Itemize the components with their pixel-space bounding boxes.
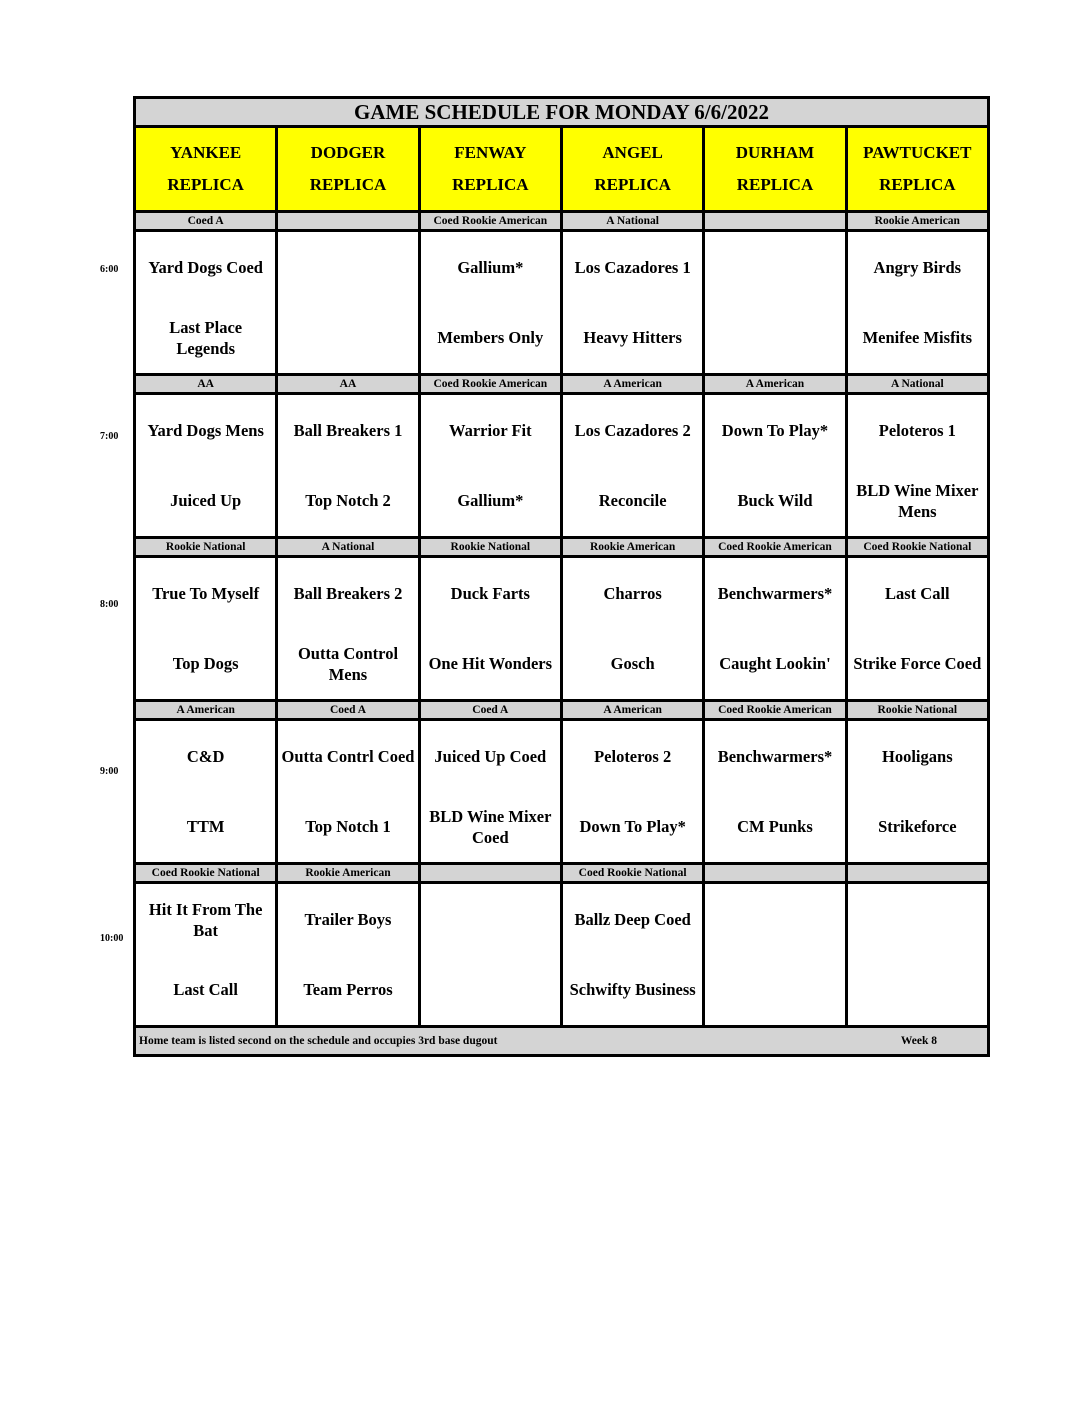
away-team [278, 233, 417, 303]
away-team: Ballz Deep Coed [574, 910, 691, 929]
division-label: A American [704, 375, 846, 394]
home-team [705, 303, 844, 373]
game-cell [561, 883, 703, 1027]
footer-note: Home team is listed second on the schedule and occupies 3rd base dugout [139, 1035, 498, 1047]
home-team: Buck Wild [737, 491, 813, 510]
away-team: Yard Dogs Mens [147, 421, 264, 440]
home-team [848, 955, 987, 1025]
field-sub: REPLICA [309, 175, 387, 194]
division-label: Coed Rookie American [419, 375, 561, 394]
game-cell [704, 720, 846, 864]
field-sub: REPLICA [594, 175, 671, 194]
division-row [135, 538, 989, 557]
home-team: Strike Force Coed [853, 654, 982, 673]
home-team [278, 303, 417, 373]
division-label: Coed Rookie National [561, 864, 703, 883]
home-team: Outta Control Mens [297, 643, 399, 684]
home-team: Top Notch 1 [305, 817, 391, 836]
home-team: Heavy Hitters [583, 328, 682, 347]
game-cell [846, 883, 988, 1027]
away-team: Los Cazadores 2 [574, 421, 691, 440]
away-team: Trailer Boys [304, 910, 392, 929]
field-header-row [135, 127, 989, 212]
division-label: A American [135, 701, 277, 720]
game-cell [561, 720, 703, 864]
away-team: Angry Birds [873, 258, 962, 277]
game-cell [135, 557, 277, 701]
division-label [419, 864, 561, 883]
field-sub: REPLICA [167, 175, 244, 194]
game-cell [846, 231, 988, 375]
home-team: Juiced Up [170, 491, 242, 510]
away-team: Los Cazadores 1 [574, 258, 691, 277]
division-label: Coed Rookie American [419, 212, 561, 231]
game-row [135, 720, 989, 864]
away-team: Outta Contrl Coed [281, 747, 415, 766]
division-label: A American [561, 701, 703, 720]
field-name: ANGEL [602, 143, 663, 162]
home-team: Schwifty Business [569, 980, 696, 999]
home-team: Strikeforce [878, 817, 957, 836]
division-row [135, 375, 989, 394]
home-team: TTM [186, 817, 225, 836]
away-team: Hooligans [882, 747, 953, 766]
division-label: A American [561, 375, 703, 394]
home-team: BLD Wine Mixer Coed [429, 806, 552, 847]
field-header [846, 127, 988, 212]
division-label [277, 212, 419, 231]
time-label-8: 8:00 [100, 599, 119, 610]
home-team: Members Only [437, 328, 544, 347]
game-cell [704, 394, 846, 538]
away-team: Ball Breakers 1 [293, 421, 403, 440]
away-team: Peloteros 2 [594, 747, 672, 766]
division-label: Rookie American [277, 864, 419, 883]
home-team: Top Notch 2 [305, 491, 391, 510]
field-name: YANKEE [170, 143, 242, 162]
division-label: Rookie National [135, 538, 277, 557]
game-cell [277, 394, 419, 538]
division-label: Coed Rookie National [846, 538, 988, 557]
home-team: One Hit Wonders [428, 654, 553, 673]
division-label: AA [135, 375, 277, 394]
away-team [848, 885, 987, 955]
time-label-10: 10:00 [100, 933, 124, 944]
game-cell [419, 557, 561, 701]
away-team: Duck Farts [450, 584, 530, 603]
home-team: Gosch [610, 654, 655, 673]
division-label: Rookie National [419, 538, 561, 557]
schedule-table [133, 96, 990, 1057]
division-label [846, 864, 988, 883]
home-team: Reconcile [598, 491, 667, 510]
home-team: BLD Wine Mixer Mens [856, 480, 979, 521]
away-team: Benchwarmers* [717, 747, 833, 766]
division-label: Rookie American [846, 212, 988, 231]
field-sub: REPLICA [452, 175, 529, 194]
away-team [705, 233, 844, 303]
home-team: Gallium* [457, 491, 524, 510]
home-team: Last Call [173, 980, 238, 999]
away-team: Down To Play* [721, 421, 829, 440]
away-team: Warrior Fit [449, 421, 532, 440]
division-row [135, 212, 989, 231]
field-name: PAWTUCKET [863, 143, 972, 162]
game-cell [277, 883, 419, 1027]
division-label: A National [561, 212, 703, 231]
game-row [135, 394, 989, 538]
game-cell [135, 231, 277, 375]
game-cell [846, 557, 988, 701]
division-label: Rookie American [561, 538, 703, 557]
away-team: Yard Dogs Coed [148, 258, 263, 277]
home-team: CM Punks [737, 817, 813, 836]
game-cell [135, 883, 277, 1027]
field-sub: REPLICA [736, 175, 814, 194]
game-cell [419, 394, 561, 538]
away-team [421, 885, 560, 955]
away-team [705, 885, 844, 955]
division-label: Coed Rookie American [704, 701, 846, 720]
division-row [135, 701, 989, 720]
title-row [135, 98, 989, 127]
game-cell [704, 231, 846, 375]
away-team: Juiced Up Coed [434, 747, 547, 766]
game-cell [846, 720, 988, 864]
home-team: Down To Play* [579, 817, 686, 836]
division-label: Rookie National [846, 701, 988, 720]
game-cell [704, 557, 846, 701]
game-row [135, 557, 989, 701]
home-team [421, 955, 560, 1025]
away-team: Benchwarmers* [717, 584, 833, 603]
away-team: Peloteros 1 [878, 421, 956, 440]
game-cell [561, 231, 703, 375]
field-header [561, 127, 703, 212]
game-cell [135, 720, 277, 864]
schedule-title: GAME SCHEDULE FOR MONDAY 6/6/2022 [135, 98, 989, 127]
game-cell [277, 231, 419, 375]
time-label-7: 7:00 [100, 431, 119, 442]
game-cell [419, 231, 561, 375]
division-label: A National [277, 538, 419, 557]
division-label [704, 864, 846, 883]
week-label: Week 8 [900, 1035, 937, 1047]
game-cell [419, 720, 561, 864]
away-team: C&D [186, 747, 225, 766]
game-cell [277, 720, 419, 864]
game-row [135, 883, 989, 1027]
division-label: Coed A [135, 212, 277, 231]
game-cell [704, 883, 846, 1027]
away-team: Gallium* [457, 258, 524, 277]
home-team: Last Place Legends [169, 317, 243, 358]
field-header [277, 127, 419, 212]
division-label: Coed A [419, 701, 561, 720]
game-row [135, 231, 989, 375]
time-label-9: 9:00 [100, 766, 119, 777]
home-team: Team Perros [303, 980, 393, 999]
footer-cell [135, 1027, 989, 1056]
away-team: True To Myself [152, 584, 260, 603]
field-header [704, 127, 846, 212]
field-header [419, 127, 561, 212]
time-label-6: 6:00 [100, 264, 119, 275]
field-header [135, 127, 277, 212]
home-team: Top Dogs [172, 654, 239, 673]
footer-row [135, 1027, 989, 1056]
division-label [704, 212, 846, 231]
division-row [135, 864, 989, 883]
home-team: Menifee Misfits [862, 328, 973, 347]
home-team [705, 955, 844, 1025]
game-cell [419, 883, 561, 1027]
field-name: FENWAY [454, 143, 527, 162]
game-cell [561, 394, 703, 538]
division-label: Coed Rookie National [135, 864, 277, 883]
game-cell [277, 557, 419, 701]
game-cell [846, 394, 988, 538]
field-name: DODGER [310, 143, 386, 162]
division-label: AA [277, 375, 419, 394]
away-team: Hit It From The Bat [148, 899, 263, 940]
home-team: Caught Lookin' [719, 654, 831, 673]
game-cell [561, 557, 703, 701]
field-name: DURHAM [735, 143, 815, 162]
division-label: Coed Rookie American [704, 538, 846, 557]
game-cell [135, 394, 277, 538]
division-label: A National [846, 375, 988, 394]
division-label: Coed A [277, 701, 419, 720]
away-team: Last Call [885, 584, 950, 603]
away-team: Ball Breakers 2 [293, 584, 403, 603]
field-sub: REPLICA [879, 175, 956, 194]
away-team: Charros [603, 584, 662, 603]
